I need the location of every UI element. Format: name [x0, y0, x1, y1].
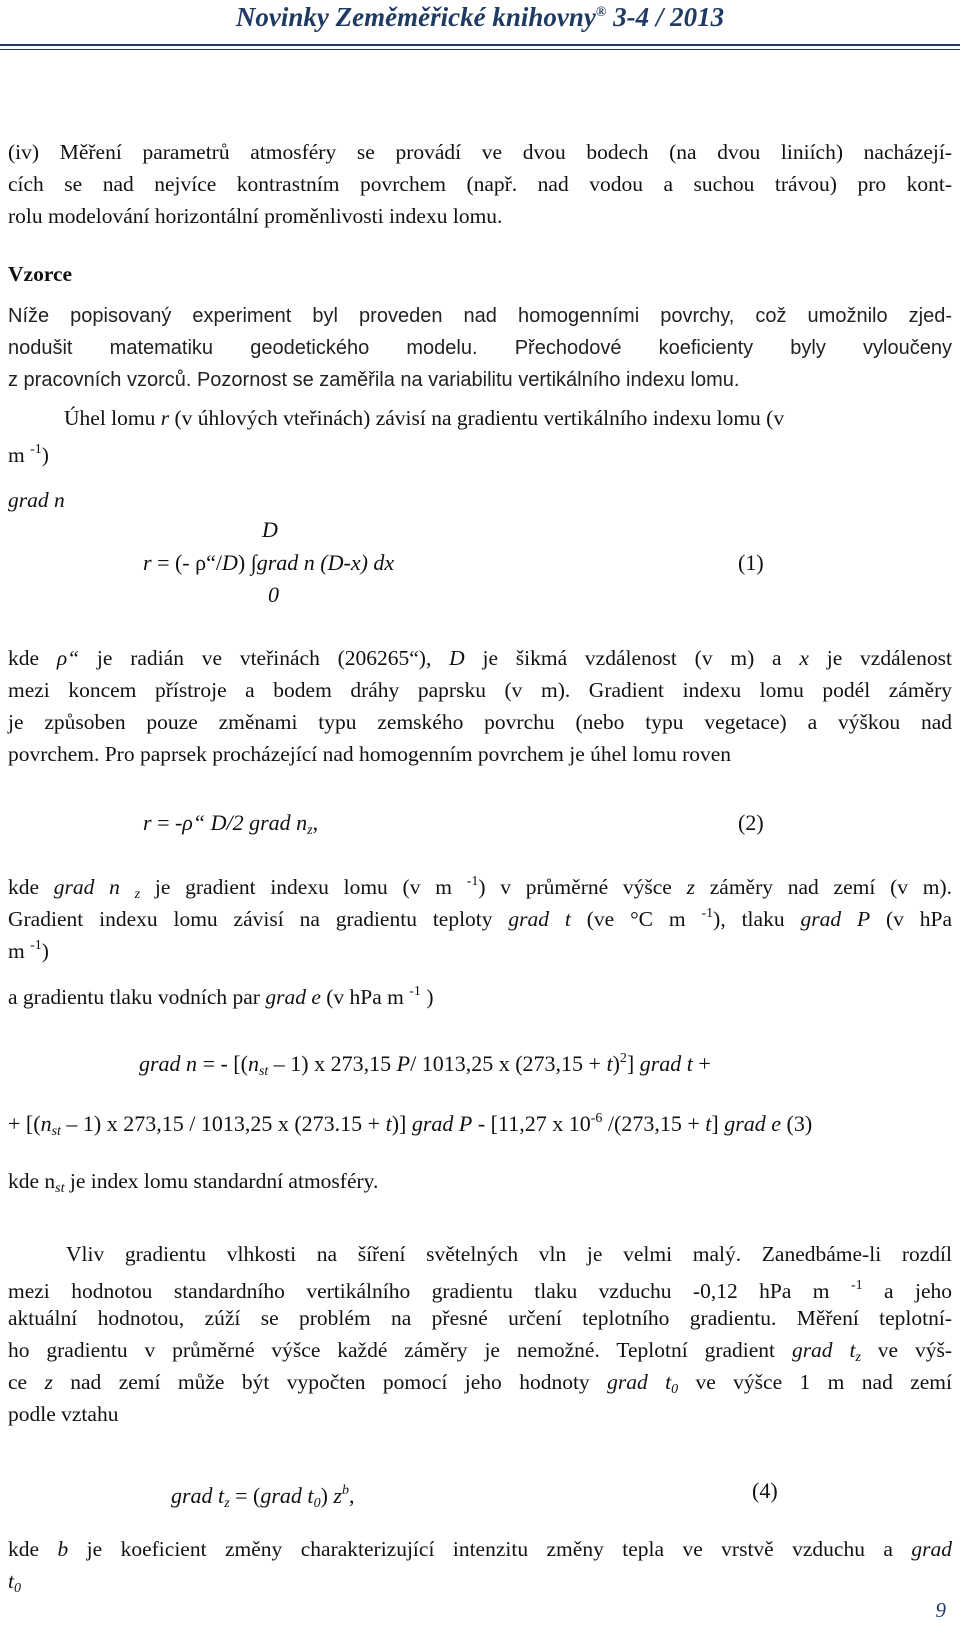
- eq2-number: (2): [738, 810, 764, 835]
- p8-line-1: kde b je koeficient změny charakterizující intenzitu změny tepla ve vrstvě vzduchu a grad: [8, 1537, 953, 1561]
- p5-line-2: Gradient indexu lomu závisí na gradientu teploty grad t (ve °C m $^{-1}$), tlaku grad P (v hPa: [8, 906, 952, 931]
- p7-line-5: ce z nad zemí může být vypočten pomocí jeho hodnoty grad $t_0$ ve výšce 1 m nad zemí: [8, 1370, 952, 1397]
- p1-line-3: rolu modelování horizontální proměnlivosti indexu lomu.: [8, 204, 503, 228]
- p6-line: kde $n_{st}$ je index lomu standardní atmosféry.: [8, 1169, 379, 1196]
- equation-3-line-1: grad n = - [$(n_{st} - 1)$ x 273,15 P/ 1013,25 x $(273,15 + t)^2$] grad t +: [139, 1051, 711, 1079]
- p8-line-2: $t_0$: [8, 1569, 21, 1596]
- equation-3-line-2: + [$(n_{st} - 1)$ x 273,15 / 1013,25 x (273.15 + t)] grad P - [11,27 x $10^{-6}$ /(273,15 + t] grad e (3): [8, 1111, 813, 1139]
- p5-line-1: kde grad n $_z$ je gradient indexu lomu (v m $^{-1}$) v průměrné výšce z záměry nad zemí (v m).: [8, 874, 952, 902]
- p7-line-1: Vliv gradientu vlhkosti na šíření světelných vln je velmi malý. Zanedbáme-li rozdíl: [66, 1242, 952, 1266]
- p1-line-1: (iv) Měření parametrů atmosféry se provádí ve dvou bodech (na dvou liniích) nacházejí-: [8, 140, 952, 164]
- header-rule-thin: [0, 49, 960, 50]
- p7-line-3: aktuální hodnotou, zúží se problém na přesné určení teplotního gradientu. Měření teplotní-: [8, 1306, 952, 1330]
- equation-2: r = -ρ“ D/2 grad $n_z$,: [143, 810, 319, 838]
- p7-line-4: ho gradientu v průměrné výšce každé záměry je nemožné. Teplotní gradient grad $t_z$ ve výš-: [8, 1338, 953, 1365]
- p5-line-3: m $^{-1}$): [8, 938, 49, 963]
- section-heading: Vzorce: [8, 262, 73, 286]
- p4-line-1: kde ρ“ je radián ve vteřinách (206265“), D je šikmá vzdálenost (v m) a x je vzdálenost: [8, 646, 952, 670]
- p4-line-2: mezi koncem přístroje a bodem dráhy paprsku (v m). Gradient indexu lomu podél záměry: [8, 678, 952, 702]
- integral-sign: ∫: [250, 550, 257, 575]
- equation-4: grad $t_z$ = (grad $t_0$) $z^b$,: [171, 1483, 355, 1511]
- p2-line-1: Níže popisovaný experiment byl proveden nad homogenními povrchy, což umožnilo zjed-: [8, 305, 952, 327]
- p7-line-2: mezi hodnotou standardního vertikálního gradientu tlaku vzduchu -0,12 hPa m $^{-1}$ a jeho: [8, 1278, 953, 1303]
- p4-line-3: je způsoben pouze změnami typu zemského povrchu (nebo typu vegetace) a výškou nad: [8, 710, 952, 734]
- p3-grad-n: grad n: [8, 488, 65, 512]
- p2-line-2: nodušit matematiku geodetického modelu. Přechodové koeficienty byly vyloučeny: [8, 337, 952, 359]
- page-number: 9: [935, 1598, 946, 1622]
- journal-header: [0, 2, 960, 33]
- eq1-number: (1): [738, 550, 764, 575]
- var-r: r: [160, 406, 170, 430]
- p7-line-6: podle vztahu: [8, 1402, 119, 1426]
- p4-line-4: povrchem. Pro paprsek procházející nad homogenním povrchem je úhel lomu roven: [8, 742, 732, 766]
- header-rule: [0, 44, 960, 46]
- p2-line-3: z pracovních vzorců. Pozornost se zaměřila na variabilitu vertikálního indexu lomu.: [8, 369, 740, 391]
- p3-line-1: Úhel lomu r (v úhlových vteřinách) závisí na gradientu vertikálního indexu lomu (v: [64, 406, 785, 430]
- eq4-number: (4): [752, 1478, 778, 1503]
- equation-1: r = (- ρ“/D) ∫grad n (D-x) dx: [143, 550, 395, 575]
- journal-title: Novinky Zeměměřické knihovny: [235, 2, 596, 32]
- eq1-upper-limit: D: [262, 517, 278, 542]
- p1-line-2: cích se nad nejvíce kontrastním povrchem (např. nad vodou a suchou trávou) pro kont-: [8, 172, 952, 196]
- p3-line-2: m $^{-1}$): [8, 442, 49, 467]
- eq1-lower-limit: 0: [268, 582, 279, 607]
- journal-issue: 3-4 / 2013: [606, 2, 725, 32]
- registered-mark: ®: [595, 5, 607, 20]
- p5-line-4: a gradientu tlaku vodních par grad e (v hPa m $^{-1}$ ): [8, 984, 434, 1009]
